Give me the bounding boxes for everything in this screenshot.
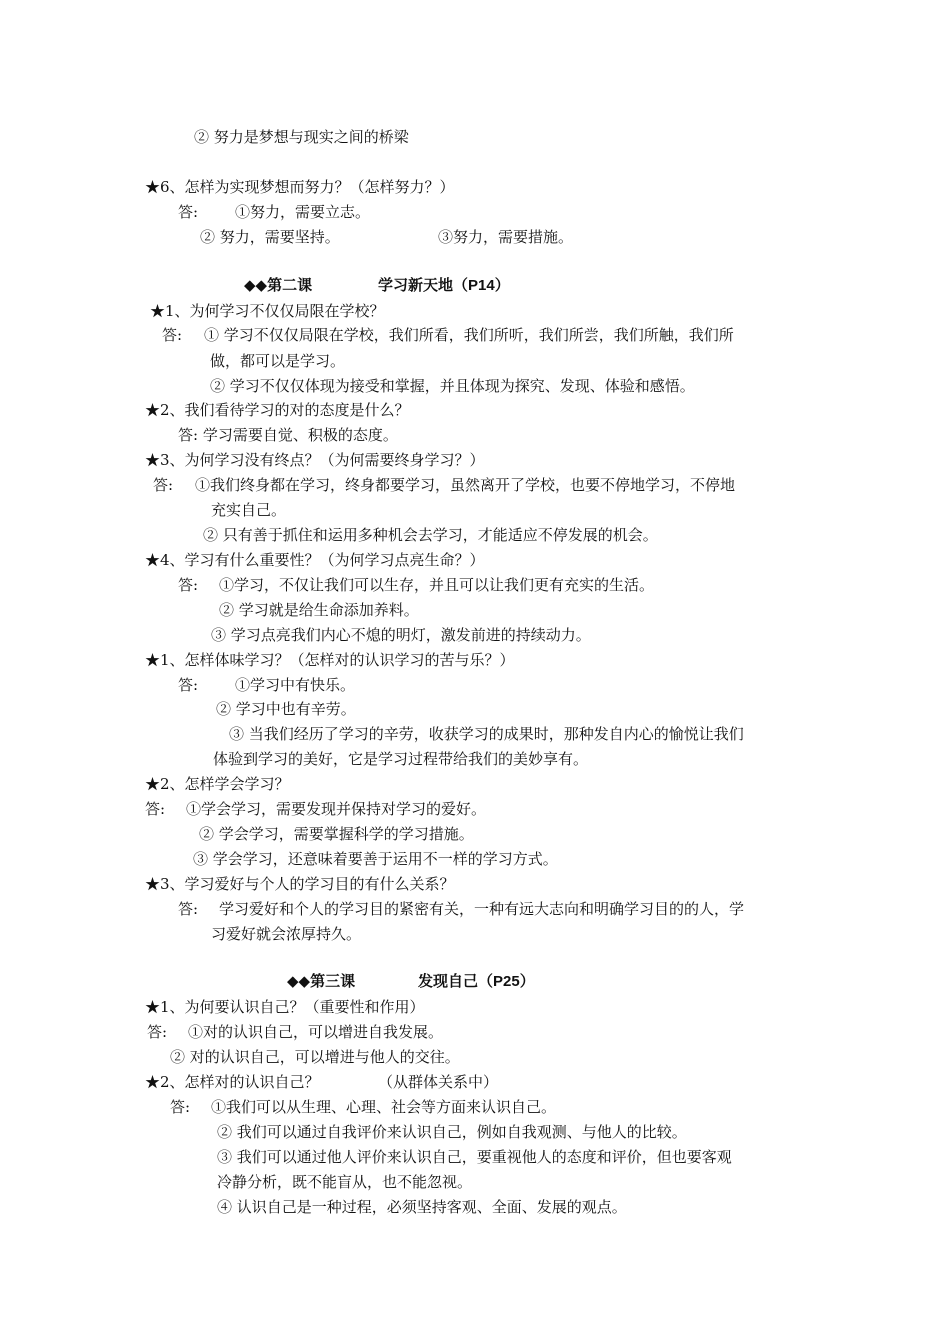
question: ★1、为何学习不仅仅局限在学校？ [150,302,385,320]
answer-line: ② 学习中也有辛劳。 [216,700,356,718]
answer-label: 答: [178,203,199,221]
answer-label: 答: [145,800,166,818]
answer-line: ② 我们可以通过自我评价来认识自己，例如自我观测、与他人的比较。 [217,1123,687,1141]
answer-label: 答: [178,576,199,594]
answer-line: 冷静分析，既不能盲从，也不能忽视。 [217,1173,473,1191]
lesson-2-subtitle: 学习新天地（P14） [378,277,510,294]
answer-line: ② 学习不仅仅体现为接受和掌握，并且体现为探究、发现、体验和感悟。 [210,377,695,395]
answer-line: ①我们可以从生理、心理、社会等方面来认识自己。 [211,1098,557,1116]
answer-line: ③努力，需要措施。 [438,228,574,246]
question: ★2、怎样对的认识自己？ [145,1073,320,1091]
answer-line: ② 学习就是给生命添加养料。 [219,601,419,619]
question: ★2、我们看待学习的对的态度是什么？ [145,401,410,419]
question: ★3、学习爱好与个人的学习目的有什么关系？ [145,875,455,893]
answer-label: 答: [162,326,183,344]
answer-line: ③ 学会学习，还意味着要善于运用不一样的学习方式。 [193,850,558,868]
question: ★2、怎样学会学习？ [145,775,290,793]
answer-line: ①努力，需要立志。 [235,203,371,221]
answer-line: 充实自己。 [211,501,287,519]
answer-line: ①学会学习，需要发现并保持对学习的爱好。 [186,800,487,818]
answer-label: 答: [178,900,199,918]
answer-line: 体验到学习的美好，它是学习过程带给我们的美妙享有。 [213,750,589,768]
answer-label: 答: [170,1098,191,1116]
answer-line: ③ 我们可以通过他人评价来认识自己，要重视他人的态度和评价，但也要客观 [217,1148,732,1166]
answer-line: ①学习中有快乐。 [235,676,356,694]
question: ★1、为何要认识自己？（重要性和作用） [145,998,425,1016]
question: ★1、怎样体味学习？（怎样对的认识学习的苦与乐？） [145,651,515,669]
answer-line: 学习爱好和个人的学习目的紧密有关，一种有远大志向和明确学习目的的人，学 [219,900,745,918]
question: ★4、学习有什么重要性？（为何学习点亮生命？） [145,551,485,569]
answer-line: ①我们终身都在学习，终身都要学习，虽然离开了学校，也要不停地学习，不停地 [195,476,736,494]
answer-line: ② 学会学习，需要掌握科学的学习措施。 [199,825,474,843]
lesson-3-title: ◆◆第三课 [287,973,356,990]
answer-line: ② 努力，需要坚持。 [200,228,340,246]
answer-line: ② 对的认识自己，可以增进与他人的交往。 [170,1048,460,1066]
answer-line: ①学习，不仅让我们可以生存，并且可以让我们更有充实的生活。 [219,576,655,594]
answer-line: ① 学习不仅仅局限在学校，我们所看，我们所听，我们所尝，我们所触，我们所 [204,326,734,344]
question: ★3、为何学习没有终点？（为何需要终身学习？） [145,451,485,469]
answer-label: 答: [147,1023,168,1041]
answer-label: 答: [178,676,199,694]
intro-line: ② 努力是梦想与现实之间的桥梁 [194,128,409,146]
lesson-3-subtitle: 发现自己（P25） [418,973,535,990]
question-6: ★6、怎样为实现梦想而努力？（怎样努力？） [145,178,455,196]
lesson-2-title: ◆◆第二课 [244,277,313,294]
answer-line: ③ 学习点亮我们内心不熄的明灯，激发前进的持续动力。 [211,626,591,644]
answer-line: 做，都可以是学习。 [210,352,346,370]
question-note: （从群体关系中） [378,1073,499,1091]
answer-line: 答: 学习需要自觉、积极的态度。 [178,426,398,444]
answer-line: ③ 当我们经历了学习的辛劳，收获学习的成果时，那种发自内心的愉悦让我们 [229,725,744,743]
answer-line: ①对的认识自己，可以增进自我发展。 [188,1023,444,1041]
answer-line: ② 只有善于抓住和运用多种机会去学习，才能适应不停发展的机会。 [203,526,658,544]
answer-line: ④ 认识自己是一种过程，必须坚持客观、全面、发展的观点。 [217,1198,627,1216]
answer-line: 习爱好就会浓厚持久。 [211,925,362,943]
answer-label: 答: [153,476,174,494]
